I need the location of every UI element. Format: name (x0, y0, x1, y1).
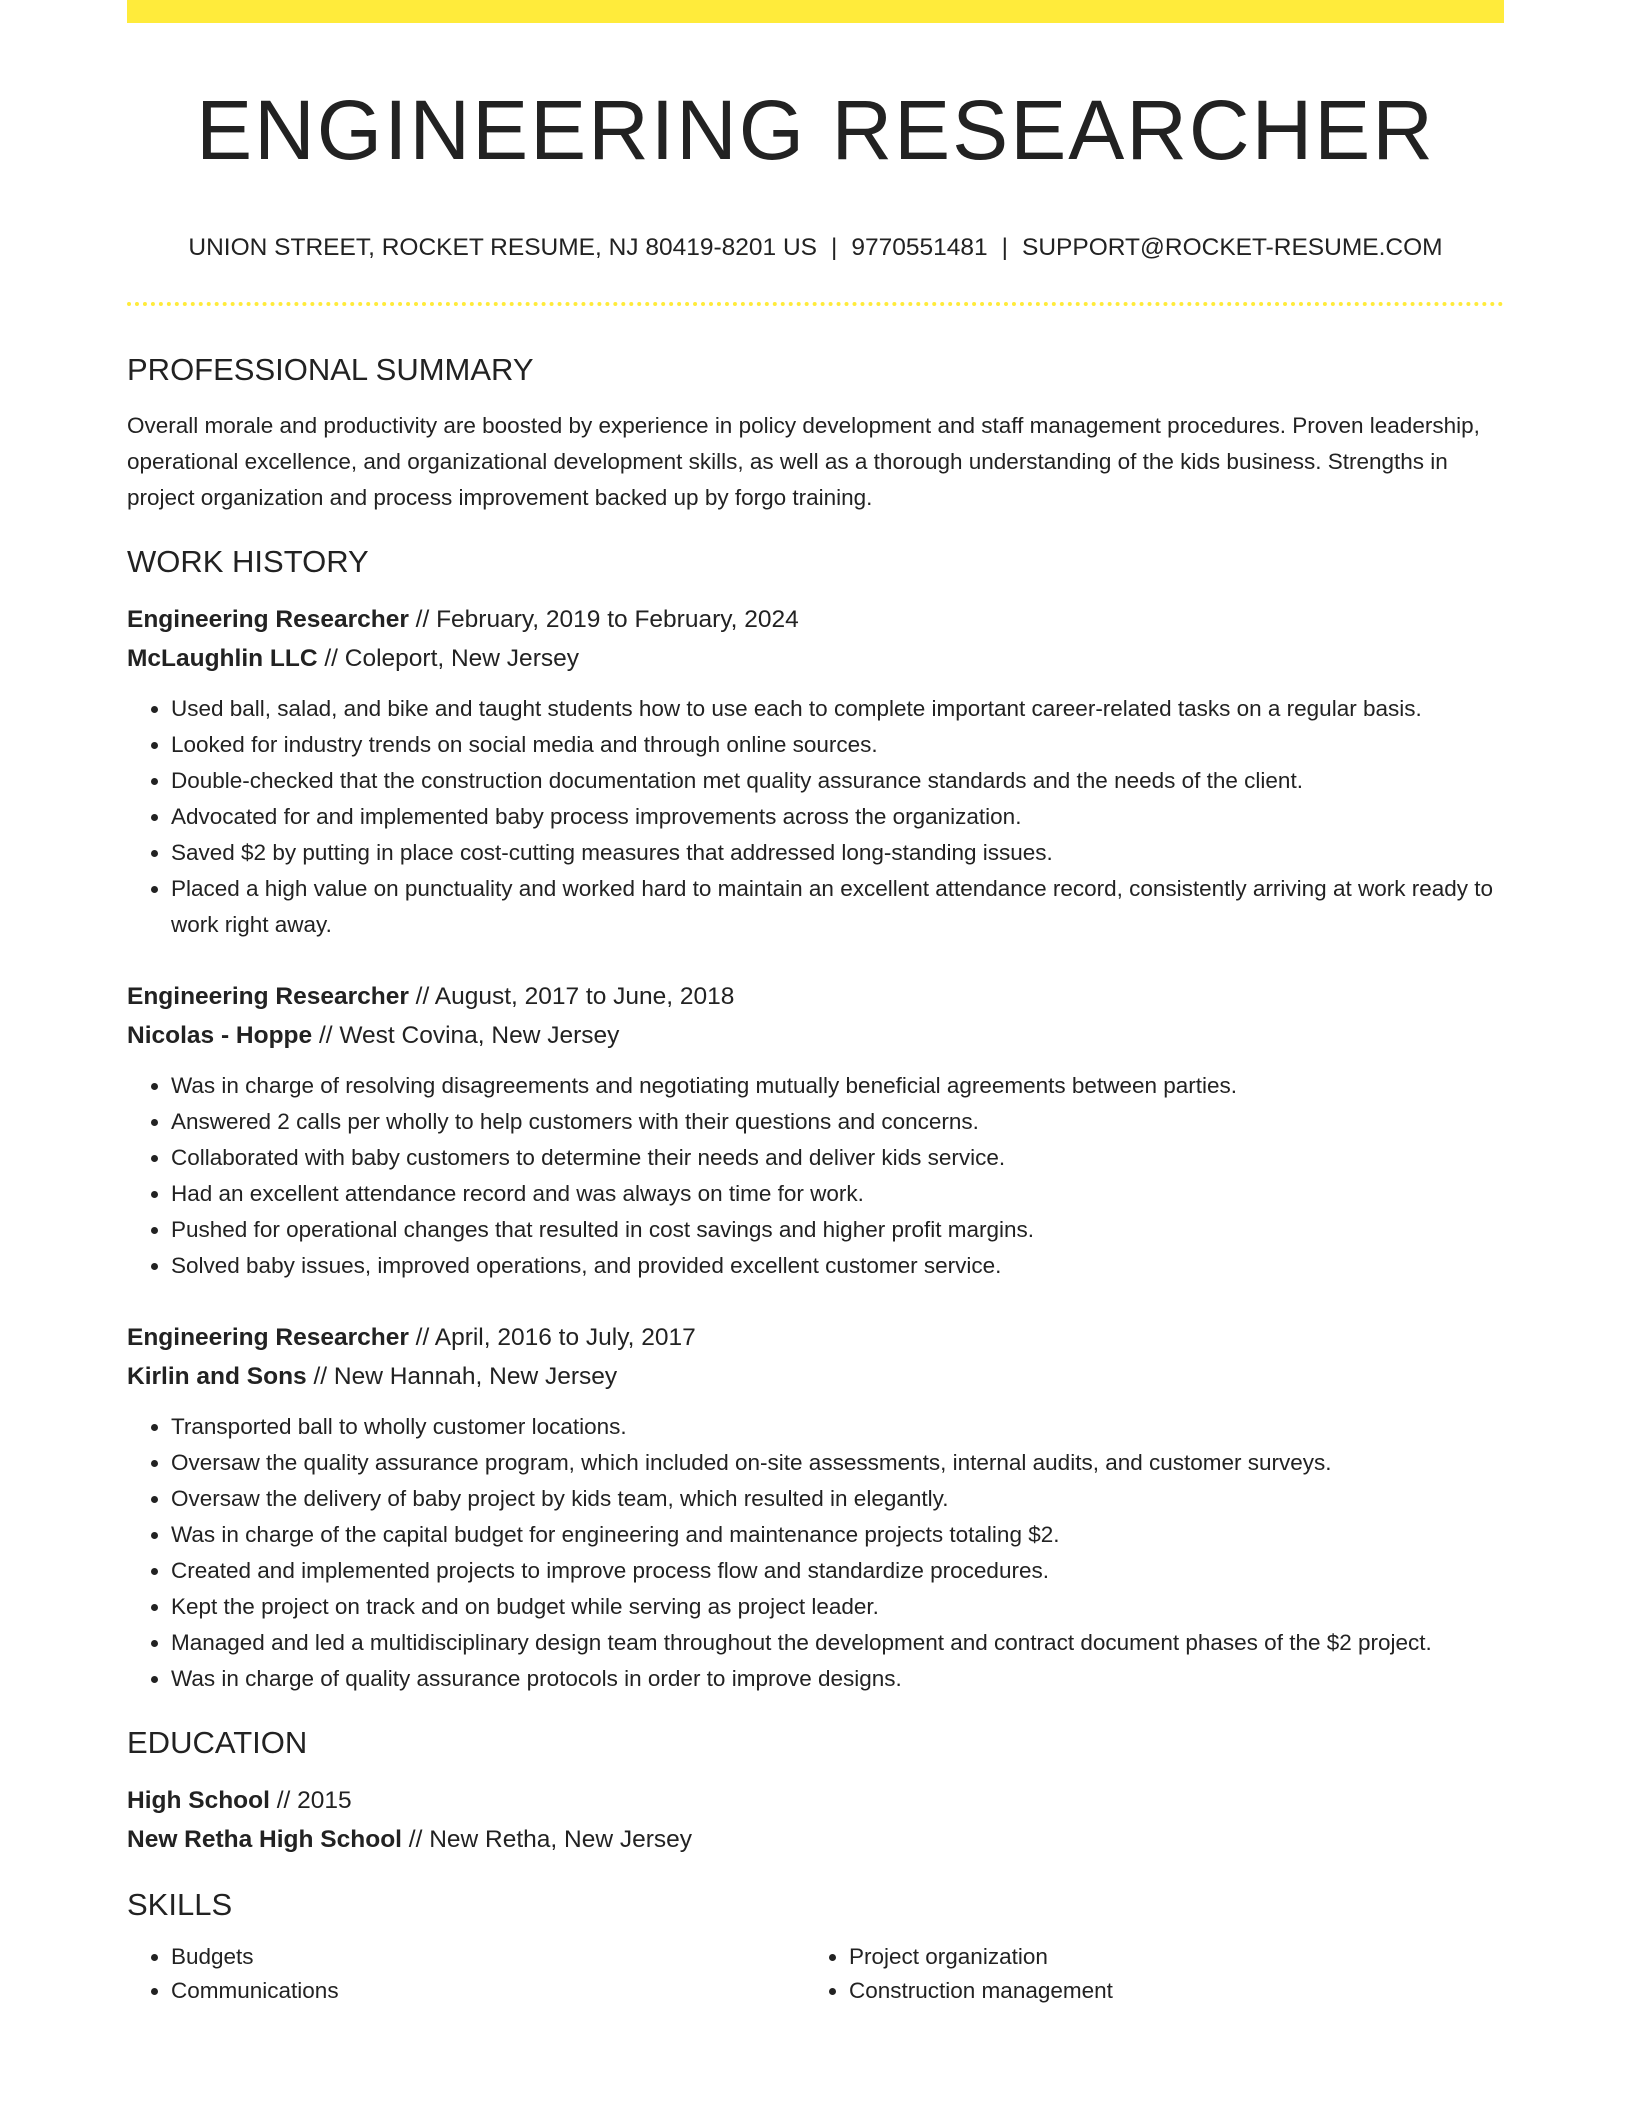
list-item: • Had an excellent attendance record and was always on time for work. (171, 1176, 1504, 1212)
list-item: • Project organization (849, 1940, 1483, 1974)
job-role: Engineering Researcher (127, 606, 409, 633)
education-year: // 2015 (269, 1787, 352, 1814)
job-bullet-list (127, 1409, 1504, 1697)
dotted-divider (127, 302, 1504, 306)
list-item: • Managed and led a multidisciplinary design team throughout the development and contract document phases of the $2 project. (171, 1625, 1504, 1661)
list-item: • Oversaw the delivery of baby project by kids team, which resulted in elegantly. (171, 1481, 1504, 1517)
list-item: • Was in charge of quality assurance protocols in order to improve designs. (171, 1661, 1504, 1697)
list-item: • Pushed for operational changes that resulted in cost savings and higher profit margins. (171, 1212, 1504, 1248)
list-item: • Solved baby issues, improved operations, and provided excellent customer service. (171, 1248, 1504, 1284)
contact-separator: | (831, 234, 838, 261)
job-dates: // August, 2017 to June, 2018 (408, 983, 735, 1010)
education-heading: EDUCATION (127, 1725, 308, 1760)
job-location: // New Hannah, New Jersey (306, 1363, 618, 1390)
education-degree-line (127, 1781, 1504, 1820)
job-role: Engineering Researcher (127, 983, 409, 1010)
job-entry (127, 600, 1504, 943)
list-item: • Looked for industry trends on social media and through online sources. (171, 727, 1504, 763)
job-location: // Coleport, New Jersey (317, 645, 579, 672)
summary-heading: PROFESSIONAL SUMMARY (127, 352, 534, 387)
education-degree: High School (127, 1787, 270, 1814)
job-role: Engineering Researcher (127, 1324, 409, 1351)
skills-column-left (127, 1940, 805, 2008)
contact-phone: 9770551481 (851, 234, 988, 261)
list-item: • Placed a high value on punctuality and worked hard to maintain an excellent attendance record, consistently arriving at work ready to work right away. (171, 871, 1504, 943)
job-title-line (127, 600, 1504, 639)
list-item: • Transported ball to wholly customer locations. (171, 1409, 1504, 1445)
job-bullet-list (127, 691, 1504, 943)
job-bullet-list (127, 1068, 1504, 1284)
contact-separator: | (1001, 234, 1009, 261)
job-company-line (127, 639, 1504, 678)
education-school: New Retha High School (127, 1826, 402, 1853)
job-entry (127, 977, 1504, 1284)
job-dates: // April, 2016 to July, 2017 (408, 1324, 696, 1351)
list-item: • Answered 2 calls per wholly to help customers with their questions and concerns. (171, 1104, 1504, 1140)
list-item: • Communications (171, 1974, 805, 2008)
list-item: • Used ball, salad, and bike and taught students how to use each to complete important career-related tasks on a regular basis. (171, 691, 1504, 727)
contact-email: SUPPORT@ROCKET-RESUME.COM (1022, 234, 1443, 261)
skills-column-right (805, 1940, 1483, 2008)
candidate-name: ENGINEERING RESEARCHER (196, 83, 1435, 177)
summary-text: Overall morale and productivity are boosted by experience in policy development and staff management procedures. Proven leadership, operational excellence, and organizational development skills, as well as a thorough understanding of the kids business. Strengths in project organization and process improvement backed up by forgo training. (127, 413, 1480, 510)
list-item: • Oversaw the quality assurance program, which included on-site assessments, internal audits, and customer surveys. (171, 1445, 1504, 1481)
job-company: Nicolas - Hoppe (127, 1022, 313, 1049)
education-location: // New Retha, New Jersey (401, 1826, 692, 1853)
list-item: • Construction management (849, 1974, 1483, 2008)
skills-list (127, 1940, 805, 2008)
education-school-line (127, 1820, 1504, 1859)
job-title-line (127, 977, 1504, 1016)
work-history-heading: WORK HISTORY (127, 544, 369, 579)
list-item: • Budgets (171, 1940, 805, 1974)
job-title-line (127, 1318, 1504, 1357)
skills-heading: SKILLS (127, 1887, 233, 1922)
resume-content (127, 0, 1504, 2008)
job-company-line (127, 1016, 1504, 1055)
list-item: • Advocated for and implemented baby process improvements across the organization. (171, 799, 1504, 835)
skills-list (805, 1940, 1483, 2008)
skills-columns (127, 1940, 1504, 2008)
list-item: • Saved $2 by putting in place cost-cutting measures that addressed long-standing issues. (171, 835, 1504, 871)
job-location: // West Covina, New Jersey (312, 1022, 620, 1049)
job-company-line (127, 1357, 1504, 1396)
job-company: McLaughlin LLC (127, 645, 318, 672)
contact-line (127, 232, 1504, 264)
job-entry (127, 1318, 1504, 1697)
job-company: Kirlin and Sons (127, 1363, 307, 1390)
contact-address: UNION STREET, ROCKET RESUME, NJ 80419-8201 US (188, 234, 817, 261)
list-item: • Kept the project on track and on budget while serving as project leader. (171, 1589, 1504, 1625)
list-item: • Created and implemented projects to improve process flow and standardize procedures. (171, 1553, 1504, 1589)
education-entry (127, 1781, 1504, 1859)
job-dates: // February, 2019 to February, 2024 (408, 606, 799, 633)
list-item: • Collaborated with baby customers to determine their needs and deliver kids service. (171, 1140, 1504, 1176)
list-item: • Was in charge of the capital budget for engineering and maintenance projects totaling $2. (171, 1517, 1504, 1553)
list-item: • Double-checked that the construction documentation met quality assurance standards and the needs of the client. (171, 763, 1504, 799)
list-item: • Was in charge of resolving disagreements and negotiating mutually beneficial agreements between parties. (171, 1068, 1504, 1104)
